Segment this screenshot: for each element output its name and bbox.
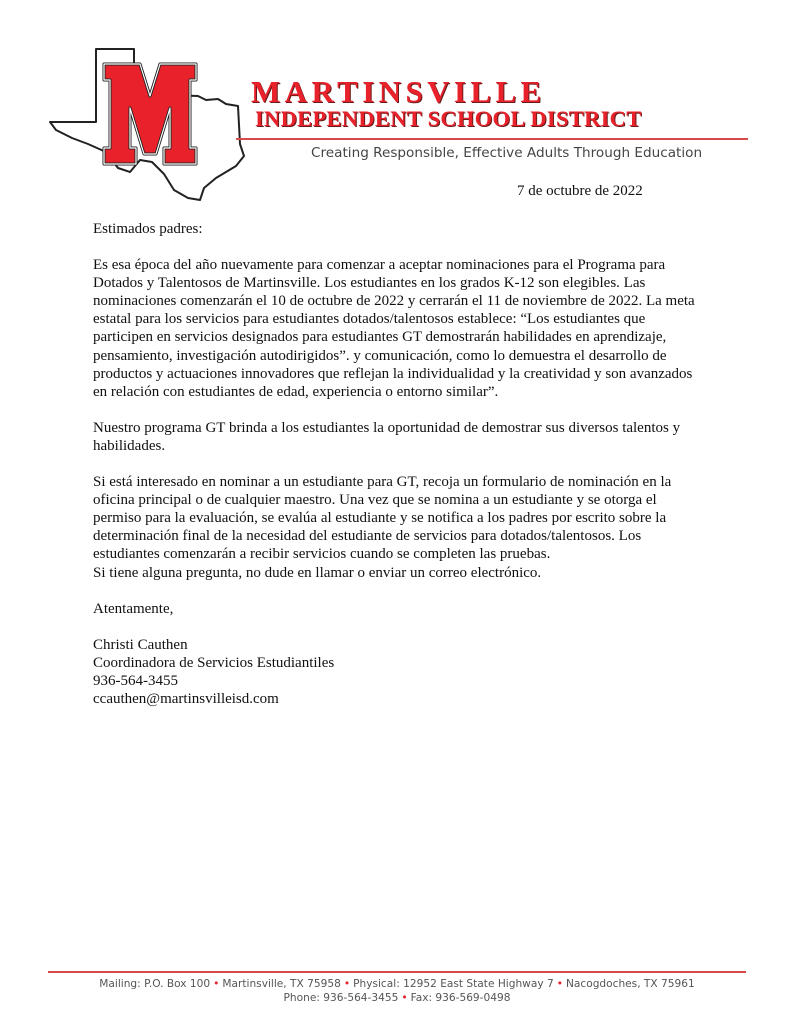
- footer-separator: •: [401, 992, 408, 1004]
- footer-separator: •: [213, 978, 220, 990]
- footer-physical: Physical: 12952 East State Highway 7: [353, 978, 554, 990]
- footer-separator: •: [556, 978, 563, 990]
- page-footer: [48, 977, 746, 1005]
- footer-phone: Phone: 936-564-3455: [283, 992, 399, 1004]
- letter-body: [93, 220, 703, 708]
- letter-greeting: Estimados padres:: [93, 221, 203, 237]
- footer-physical-city: Nacogdoches, TX 75961: [565, 978, 695, 990]
- footer-fax: Fax: 936-569-0498: [410, 992, 511, 1004]
- paragraph-nominations: Es esa época del año nuevamente para comenzar a aceptar nominaciones para el Programa para Dotados y Talentosos de Martinsville. Los estudiantes en los grados K-12 son elegibles. Las nominaciones comenzarán el 10 de octubre de 2022 y cerrarán el 11 de noviembre de 2022. La meta estatal para los servicios para estudiantes dotados/talentosos establece: “Los estudiantes que participen en servicios designados para estudiantes GT demostrarán habilidades en aprendizaje, pensamiento, investigación autodirigidos”. y comunicación, como lo demuestra el desarrollo de productos y actuaciones innovadores que reflejan la individualidad y la creatividad y son avanzados en relación con estudiantes de edad, experiencia o entorno similar”.: [93, 257, 695, 400]
- paragraph-questions: Si tiene alguna pregunta, no dude en llamar o enviar un correo electrónico.: [93, 564, 542, 581]
- signature-email[interactable]: ccauthen@martinsvilleisd.com: [93, 690, 279, 707]
- district-subname: INDEPENDENT SCHOOL DISTRICT: [255, 106, 642, 131]
- district-logo: [48, 44, 248, 204]
- paragraph-how-to-nominate: Si está interesado en nominar a un estudiante para GT, recoja un formulario de nominación en la oficina principal o de cualquier maestro. Una vez que se nomina a un estudiante y se otorga el permiso para la evaluación, se evalúa al estudiante y se notifica a los padres por escrito sobre la determinación final de la necesidad del estudiante de servicios para dotados/talentosos. Los estudiantes comenzarán a recibir servicios cuando se completen las pruebas.: [93, 474, 672, 563]
- footer-separator: •: [343, 978, 351, 990]
- district-name: MARTINSVILLE: [251, 74, 546, 109]
- footer-contact-line: [48, 991, 746, 1005]
- signature-block: [93, 636, 703, 708]
- footer-mailing-city: Martinsville, TX 75958: [222, 978, 341, 990]
- signature-phone: 936-564-3455: [93, 672, 178, 689]
- paragraph-program: Nuestro programa GT brinda a los estudiantes la oportunidad de demostrar sus diversos talentos y habilidades.: [93, 419, 681, 454]
- footer-mailing: Mailing: P.O. Box 100: [99, 978, 211, 990]
- footer-address-line: [48, 977, 746, 991]
- district-tagline: Creating Responsible, Effective Adults Through Education: [311, 145, 703, 161]
- signature-name: Christi Cauthen: [93, 636, 188, 653]
- footer-divider: [48, 971, 746, 973]
- signature-title: Coordinadora de Servicios Estudiantiles: [93, 654, 335, 671]
- header-divider: [236, 138, 748, 140]
- letter-date: 7 de octubre de 2022: [517, 183, 643, 199]
- letter-closing: Atentamente,: [93, 600, 174, 617]
